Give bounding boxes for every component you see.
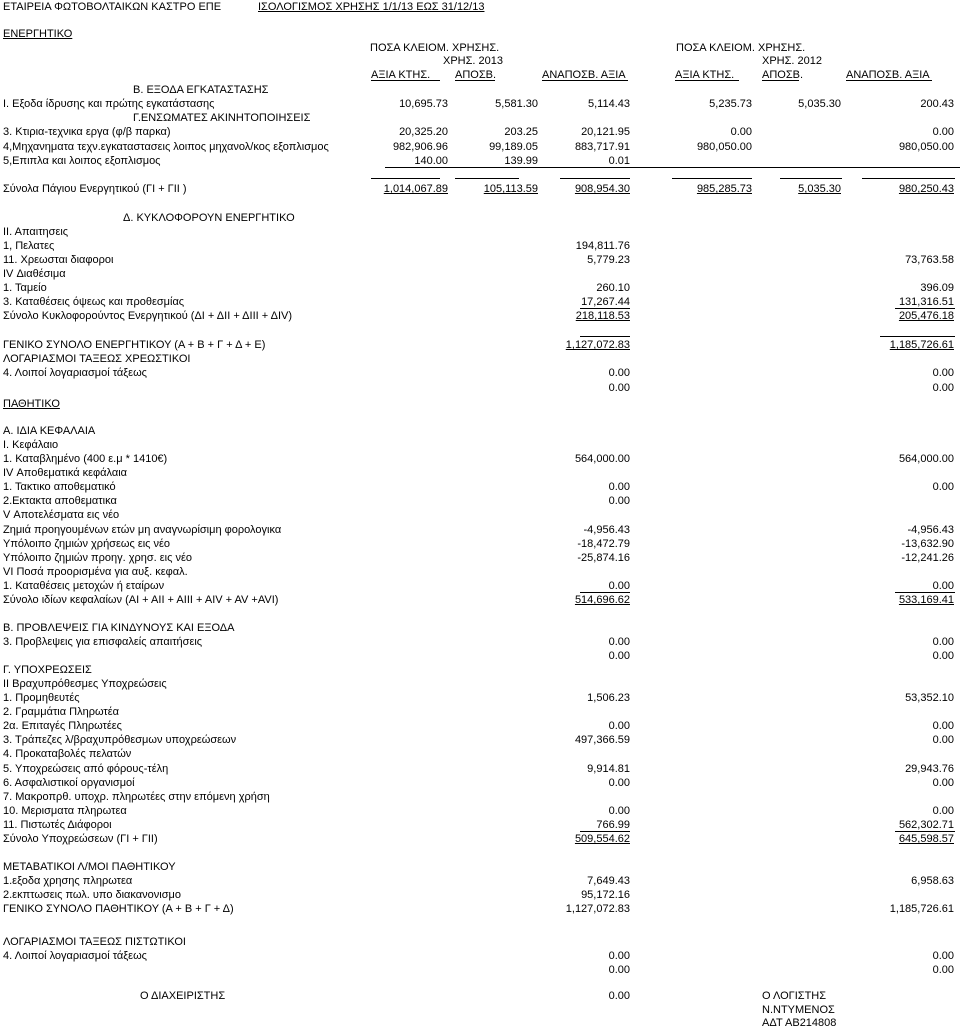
two-col-row — [0, 367, 960, 380]
value-2012: 0.00 — [730, 126, 752, 138]
amount-2013: 9,914.81 — [587, 763, 630, 775]
header-col-depr-2012: ΑΠΟΣΒ. — [762, 69, 804, 81]
rule-line — [895, 308, 955, 309]
net-2012: 200.43 — [920, 98, 954, 110]
row-label: 11. Πιστωτές Διάφοροι — [3, 819, 112, 831]
header-underline — [846, 80, 932, 81]
header-row-1 — [0, 42, 960, 55]
amount-2013: 194,811.76 — [575, 240, 630, 252]
row-label: 5. Υποχρεώσεις από φόρους-τέλη — [3, 763, 169, 775]
fixed-row — [0, 98, 960, 111]
two-col-row — [0, 226, 960, 239]
row-label: Σύνολο ιδίων κεφαλαίων (ΑΙ + ΑΙΙ + ΑΙΙΙ + ΑΙV + AV +AVI) — [3, 594, 279, 606]
assets-heading: ΕΝΕΡΓΗΤΙΚΟ — [3, 28, 73, 40]
rule-line — [580, 336, 630, 337]
amount-2012: 0.00 — [932, 367, 954, 379]
row-label: 3. Κτιρια-τεχνικα εργα (φ/β παρκα) — [3, 126, 171, 138]
fixed-total-row — [0, 183, 960, 196]
assets-heading-row — [0, 28, 960, 41]
rule-line — [455, 178, 519, 179]
amount-2012: 6,958.63 — [911, 875, 954, 887]
amount-2013: 0.00 — [608, 964, 630, 976]
two-col-row — [0, 734, 960, 747]
amount-2013: -25,874.16 — [577, 552, 630, 564]
row-label: Υπόλοιπο ζημιών προηγ. χρησ. εις νέο — [3, 552, 193, 564]
row-label: ΓΕΝΙΚΟ ΣΥΝΟΛΟ ΠΑΘΗΤΙΚΟΥ (Α + Β + Γ + Δ) — [3, 903, 234, 915]
rule-line — [385, 167, 960, 168]
fixed-b-heading-row — [0, 84, 960, 97]
value-2013: 140.00 — [414, 155, 448, 167]
rule-line — [580, 831, 630, 832]
manager-value: 0.00 — [608, 990, 630, 1002]
amount-2012: 1,185,726.61 — [889, 339, 954, 351]
row-label: 5,Επιπλα και λοιπος εξοπλισμος — [3, 155, 161, 167]
row-label: 11. Χρεωσται διαφοροι — [3, 254, 114, 266]
row-label: 2. Γραμμάτια Πληρωτέα — [3, 706, 120, 718]
row-label: 6. Ασφαλιστικοί οργανισμοί — [3, 777, 135, 789]
amount-2013: 17,267.44 — [581, 296, 630, 308]
amount-2013: 0.00 — [608, 481, 630, 493]
depr-2012: 5,035.30 — [798, 98, 841, 110]
row-label: Δ. ΚΥΚΛΟΦΟΡΟΥΝ ΕΝΕΡΓΗΤΙΚΟ — [123, 212, 295, 224]
fixed-row — [0, 141, 960, 154]
two-col-row — [0, 594, 960, 607]
amount-2012: 29,943.76 — [905, 763, 954, 775]
manager-title: Ο ΔΙΑΧΕΙΡΙΣΤΗΣ — [140, 990, 226, 1002]
rule-line — [672, 178, 752, 179]
value-2012: 5,235.73 — [709, 98, 752, 110]
row-label: VI Ποσά προορισμένα για αυξ. κεφαλ. — [3, 566, 188, 578]
two-col-row — [0, 566, 960, 579]
value-2013: 982,906.96 — [392, 141, 448, 153]
row-label: 1. Καταβλημένο (400 ε.μ * 1410€) — [3, 453, 168, 465]
row-label: V Αποτελέσματα εις νέο — [3, 509, 120, 521]
amount-2013: 260.10 — [596, 282, 630, 294]
two-col-row — [0, 310, 960, 323]
rule-line — [862, 178, 955, 179]
row-label: 1. Τακτικο αποθεματικό — [3, 481, 116, 493]
row-label: ΛΟΓΑΡΙΑΣΜΟΙ ΤΑΞΕΩΣ ΧΡΕΩΣΤΙΚΟΙ — [3, 353, 191, 365]
row-label: 1. Προμηθευτές — [3, 692, 80, 704]
report-title: ΙΣΟΛΟΓΙΣΜΟΣ ΧΡΗΣΗΣ 1/1/13 ΕΩΣ 31/12/13 — [258, 1, 485, 13]
fixed-b-heading: Β. ΕΞΟΔΑ ΕΓΚΑΤΑΣΤΑΣΗΣ — [133, 84, 269, 96]
two-col-row — [0, 481, 960, 494]
company-name: ΕΤΑΙΡΕΙΑ ΦΩΤΟΒΟΛΤΑΙΚΩΝ ΚΑΣΤΡΟ ΕΠΕ — [3, 1, 222, 13]
amount-2013: 0.00 — [608, 720, 630, 732]
amount-2013: 514,696.62 — [574, 594, 630, 606]
header-year-2013: ΧΡΗΣ. 2013 — [443, 55, 504, 67]
company-name-row — [0, 1, 960, 14]
row-label: 3. Καταθέσεις όψεως και προθεσμίας — [3, 296, 185, 308]
row-label: ΙΙ Βραχυπρόθεσμες Υποχρεώσεις — [3, 678, 167, 690]
row-label: 10. Μερισματα πληρωτεα — [3, 805, 127, 817]
signature-row — [0, 1017, 960, 1030]
amount-2012: 0.00 — [932, 734, 954, 746]
amount-2012: 0.00 — [932, 964, 954, 976]
amount-2013: 0.00 — [608, 495, 630, 507]
amount-2013: 0.00 — [608, 367, 630, 379]
net-2013: 0.01 — [608, 155, 630, 167]
two-col-row — [0, 748, 960, 761]
row-label: 1. Καταθέσεις μετοχών ή εταίρων — [3, 580, 165, 592]
header-col-depr: ΑΠΟΣΒ. — [455, 69, 497, 81]
row-label: Ι. Κεφάλαιο — [3, 439, 59, 451]
two-col-row — [0, 791, 960, 804]
rule-line — [560, 178, 630, 179]
amount-2013: 509,554.62 — [574, 833, 630, 845]
amount-2013: 0.00 — [608, 636, 630, 648]
amount-2013: 497,366.59 — [574, 734, 630, 746]
two-col-row — [0, 950, 960, 963]
header-underline — [675, 80, 739, 81]
signature-row — [0, 1004, 960, 1017]
amount-2013: 0.00 — [608, 805, 630, 817]
amount-2013: 0.00 — [608, 650, 630, 662]
amount-2013: 0.00 — [608, 382, 630, 394]
amount-2012: 1,185,726.61 — [889, 903, 954, 915]
amount-2012: -4,956.43 — [907, 524, 954, 536]
two-col-row — [0, 805, 960, 818]
row-label: ΙΙ. Απαιτησεις — [3, 226, 69, 238]
amount-2012: 131,316.51 — [898, 296, 954, 308]
rule-line — [580, 592, 630, 593]
two-col-row — [0, 706, 960, 719]
fixed-g-heading: Γ.ΕΝΣΩΜΑΤΕΣ ΑΚΙΝΗΤΟΠΟΙΗΣΕΙΣ — [133, 112, 311, 124]
row-label: 7. Μακροπρθ. υποχρ. πληρωτέες στην επόμενη χρήση — [3, 791, 270, 803]
two-col-row — [0, 212, 960, 225]
row-label: Α. ΙΔΙΑ ΚΕΦΑΛΑΙΑ — [3, 425, 96, 437]
value-2012: 985,285.73 — [696, 183, 752, 195]
two-col-row — [0, 296, 960, 309]
row-label: Σύνολα Πάγιου Ενεργητικού (ΓΙ + ΓΙΙ ) — [3, 183, 187, 195]
amount-2012: 562,302.71 — [898, 819, 954, 831]
row-label: Υπόλοιπο ζημιών χρήσεως εις νέο — [3, 538, 171, 550]
two-col-row — [0, 240, 960, 253]
amount-2012: 645,598.57 — [898, 833, 954, 845]
liabilities-heading-row — [0, 398, 960, 411]
row-label: 4,Μηχανηματα τεχν.εγκαταστασεις λοιπος μηχανολ/κος εξοπλισμος — [3, 141, 329, 153]
row-label: Γ. ΥΠΟΧΡΕΩΣΕΙΣ — [3, 664, 92, 676]
row-label: Ι. Εξοδα ίδρυσης και πρώτης εγκατάστασης — [3, 98, 215, 110]
two-col-row — [0, 763, 960, 776]
two-col-row — [0, 678, 960, 691]
row-label: 1, Πελατες — [3, 240, 55, 252]
two-col-row — [0, 282, 960, 295]
two-col-row — [0, 664, 960, 677]
row-label: 3. Τράπεζες λ/βραχυπρόθεσμων υποχρεώσεων — [3, 734, 237, 746]
two-col-row — [0, 453, 960, 466]
two-col-row — [0, 889, 960, 902]
depr-2013: 105,113.59 — [483, 183, 538, 195]
two-col-row — [0, 439, 960, 452]
two-col-row — [0, 382, 960, 395]
amount-2013: 0.00 — [608, 580, 630, 592]
amount-2012: 0.00 — [932, 580, 954, 592]
amount-2013: 5,779.23 — [587, 254, 630, 266]
value-2013: 1,014,067.89 — [383, 183, 448, 195]
header-group-2012: ΠΟΣΑ ΚΛΕΙΟΜ. ΧΡΗΣΗΣ. — [676, 42, 806, 54]
net-2013: 908,954.30 — [574, 183, 630, 195]
net-2012: 0.00 — [932, 126, 954, 138]
amount-2012: 0.00 — [932, 950, 954, 962]
amount-2013: -18,472.79 — [577, 538, 630, 550]
row-label: Ζημιά προηγουμένων ετών μη αναγνωρίσιμη φορολογικα — [3, 524, 282, 536]
two-col-row — [0, 692, 960, 705]
header-col-value-2012: ΑΞΙΑ ΚΤΗΣ. — [675, 69, 735, 81]
two-col-row — [0, 495, 960, 508]
two-col-row — [0, 538, 960, 551]
row-label: IV Αποθεματικά κεφάλαια — [3, 467, 128, 479]
amount-2013: 0.00 — [608, 777, 630, 789]
two-col-row — [0, 861, 960, 874]
amount-2012: 0.00 — [932, 481, 954, 493]
liabilities-heading: ΠΑΘΗΤΙΚΟ — [3, 398, 60, 410]
row-label: IV Διαθέσιμα — [3, 268, 66, 280]
header-underline — [371, 80, 440, 81]
amount-2013: 7,649.43 — [587, 875, 630, 887]
two-col-row — [0, 268, 960, 281]
header-underline — [455, 80, 495, 81]
amount-2012: 53,352.10 — [905, 692, 954, 704]
value-2013: 20,325.20 — [399, 126, 448, 138]
amount-2012: 0.00 — [932, 777, 954, 789]
amount-2013: 766.99 — [596, 819, 630, 831]
amount-2012: 0.00 — [932, 720, 954, 732]
two-col-row — [0, 636, 960, 649]
row-label: ΓΕΝΙΚΟ ΣΥΝΟΛΟ ΕΝΕΡΓΗΤΙΚΟΥ (Α + Β + Γ + Δ + Ε) — [3, 339, 266, 351]
depr-2012: 5,035.30 — [798, 183, 841, 195]
amount-2012: 205,476.18 — [898, 310, 954, 322]
amount-2012: -12,241.26 — [901, 552, 954, 564]
amount-2012: 396.09 — [920, 282, 954, 294]
header-col-net: ΑΝΑΠΟΣΒ. ΑΞΙΑ — [542, 69, 626, 81]
depr-2013: 139.99 — [504, 155, 538, 167]
amount-2013: -4,956.43 — [583, 524, 630, 536]
fixed-row — [0, 126, 960, 139]
two-col-row — [0, 936, 960, 949]
two-col-row — [0, 339, 960, 352]
row-label: ΜΕΤΑΒΑΤΙΚΟΙ Λ/ΜΟΙ ΠΑΘΗΤΙΚΟΥ — [3, 861, 176, 873]
row-label: 4. Λοιποί λογαριασμοί τάξεως — [3, 950, 147, 962]
amount-2012: -13,632.90 — [901, 538, 954, 550]
row-label: 1. Ταμείο — [3, 282, 47, 294]
row-label: 2.Εκτακτα αποθεματικα — [3, 495, 117, 507]
header-underline — [542, 80, 628, 81]
net-2012: 980,250.43 — [898, 183, 954, 195]
accountant-id: ΑΔΤ ΑΒ214808 — [762, 1017, 837, 1029]
rule-line — [895, 831, 955, 832]
header-row-2 — [0, 55, 960, 68]
two-col-row — [0, 524, 960, 537]
net-2013: 20,121.95 — [581, 126, 630, 138]
amount-2012: 0.00 — [932, 382, 954, 394]
two-col-row — [0, 425, 960, 438]
header-year-2012: ΧΡΗΣ. 2012 — [762, 55, 823, 67]
amount-2012: 564,000.00 — [898, 453, 954, 465]
amount-2012: 0.00 — [932, 636, 954, 648]
amount-2013: 95,172.16 — [581, 889, 630, 901]
rule-line — [371, 178, 440, 179]
two-col-row — [0, 720, 960, 733]
fixed-g-heading-row — [0, 112, 960, 125]
rule-line — [880, 336, 955, 337]
rule-line — [895, 592, 955, 593]
two-col-row — [0, 875, 960, 888]
row-label: ΛΟΓΑΡΙΑΣΜΟΙ ΤΑΞΕΩΣ ΠΙΣΤΩΤΙΚΟΙ — [3, 936, 186, 948]
amount-2013: 218,118.53 — [575, 310, 630, 322]
two-col-row — [0, 819, 960, 832]
two-col-row — [0, 903, 960, 916]
amount-2012: 0.00 — [932, 805, 954, 817]
two-col-row — [0, 467, 960, 480]
net-2013: 883,717.91 — [574, 141, 630, 153]
amount-2013: 0.00 — [608, 950, 630, 962]
two-col-row — [0, 552, 960, 565]
row-label: Σύνολο Κυκλοφορούντος Ενεργητικού (ΔΙ + ΔΙΙ + ΔΙΙΙ + ΔΙV) — [3, 310, 293, 322]
two-col-row — [0, 650, 960, 663]
depr-2013: 5,581.30 — [495, 98, 538, 110]
header-underline — [762, 80, 799, 81]
row-label: 4. Λοιποί λογαριασμοί τάξεως — [3, 367, 147, 379]
two-col-row — [0, 254, 960, 267]
row-label: Β. ΠΡΟΒΛΕΨΕΙΣ ΓΙΑ ΚΙΝΔΥΝΟΥΣ ΚΑΙ ΕΞΟΔΑ — [3, 622, 235, 634]
row-label: 4. Προκαταβολές πελατών — [3, 748, 132, 760]
two-col-row — [0, 353, 960, 366]
amount-2012: 0.00 — [932, 650, 954, 662]
two-col-row — [0, 622, 960, 635]
amount-2012: 533,169.41 — [898, 594, 954, 606]
signature-row — [0, 990, 960, 1003]
depr-2013: 203.25 — [504, 126, 538, 138]
amount-2013: 1,127,072.83 — [565, 339, 630, 351]
header-col-value: ΑΞΙΑ ΚΤΗΣ. — [371, 69, 431, 81]
row-label: 2.εκπτωσεις πωλ. υπο διακανονισμο — [3, 889, 181, 901]
two-col-row — [0, 580, 960, 593]
value-2012: 980,050.00 — [696, 141, 752, 153]
row-label: 2α. Επιταγές Πληρωτέες — [3, 720, 122, 732]
row-label: 3. Προβλεψεις για επισφαλείς απαιτήσεις — [3, 636, 203, 648]
accountant-name: Ν.ΝΤΥΜΕΝΟΣ — [762, 1004, 835, 1016]
amount-2013: 1,127,072.83 — [565, 903, 630, 915]
amount-2013: 1,506.23 — [587, 692, 630, 704]
depr-2013: 99,189.05 — [489, 141, 538, 153]
amount-2013: 564,000.00 — [574, 453, 630, 465]
two-col-row — [0, 777, 960, 790]
row-label: 1.εξοδα χρησης πληρωτεα — [3, 875, 133, 887]
header-group-2013: ΠΟΣΑ ΚΛΕΙΟΜ. ΧΡΗΣΗΣ. — [370, 42, 500, 54]
header-col-net-2012: ΑΝΑΠΟΣΒ. ΑΞΙΑ — [846, 69, 930, 81]
net-2013: 5,114.43 — [587, 98, 630, 110]
rule-line — [580, 308, 630, 309]
value-2013: 10,695.73 — [399, 98, 448, 110]
two-col-row — [0, 509, 960, 522]
net-2012: 980,050.00 — [898, 141, 954, 153]
two-col-row — [0, 833, 960, 846]
accountant-title: Ο ΛΟΓΙΣΤΗΣ — [762, 990, 827, 1002]
amount-2012: 73,763.58 — [905, 254, 954, 266]
two-col-row — [0, 964, 960, 977]
rule-line — [780, 178, 842, 179]
row-label: Σύνολο Υποχρεώσεων (ΓΙ + ΓΙΙ) — [3, 833, 158, 845]
